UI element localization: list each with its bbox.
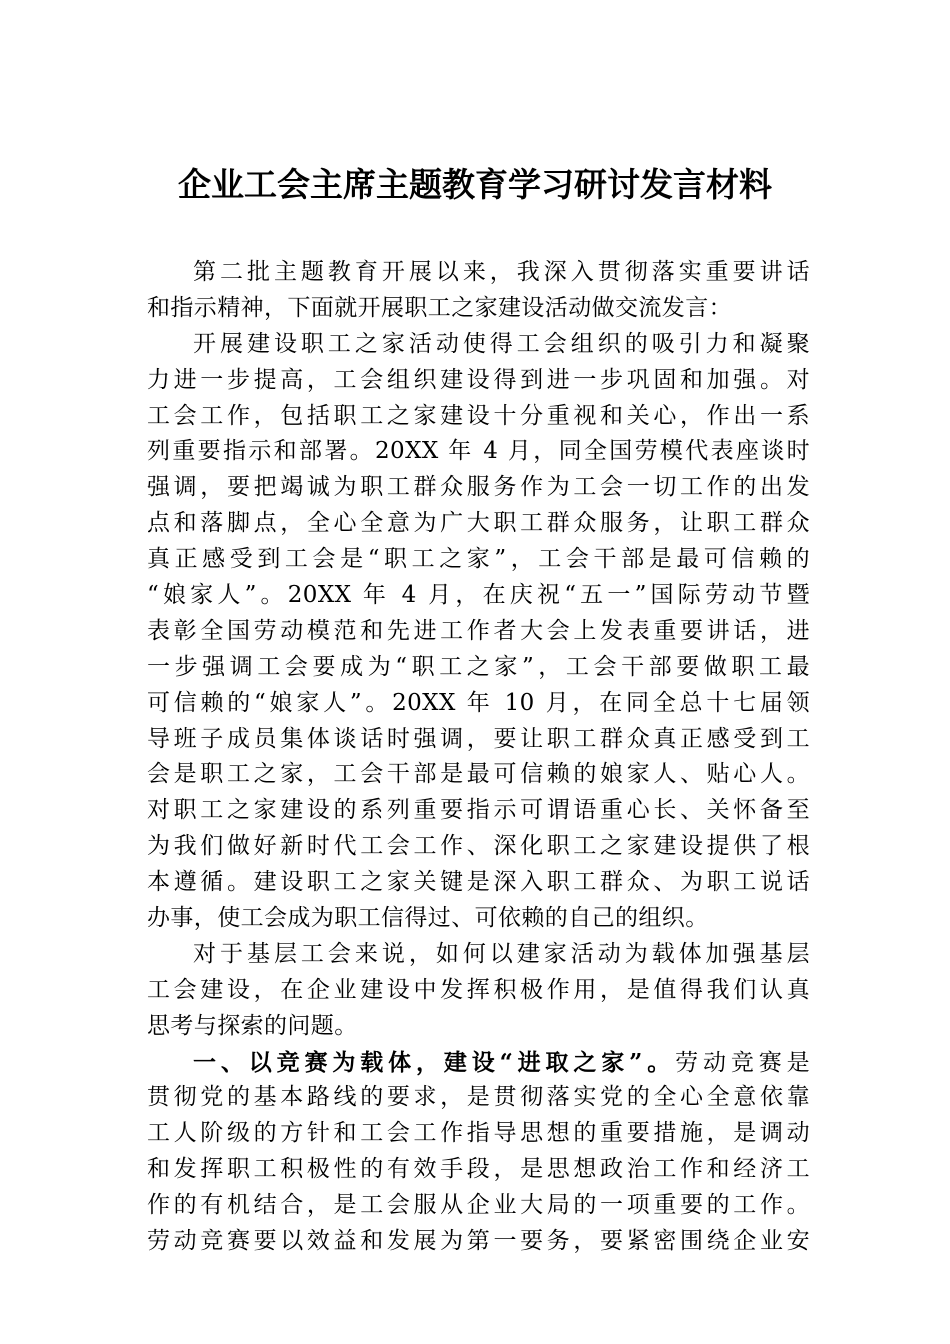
text-line: 和发挥职工积极性的有效手段，是思想政治工作和经济工 (147, 1156, 810, 1183)
text-line: 本遵循。建设职工之家关键是深入职工群众、为职工说话 (147, 869, 810, 896)
document-title: 企业工会主席主题教育学习研讨发言材料 (178, 165, 772, 204)
text-line: 作的有机结合，是工会服从企业大局的一项重要的工作。 (147, 1192, 810, 1219)
section-heading-line (147, 1045, 810, 1081)
text-line: 导班子成员集体谈话时强调，要让职工群众真正感受到工 (147, 725, 810, 752)
text-line: 工会工作，包括职工之家建设十分重视和关心，作出一系 (147, 402, 810, 429)
text-line: 和指示精神，下面就开展职工之家建设活动做交流发言： (147, 294, 732, 321)
text-line: 对于基层工会来说，如何以建家活动为载体加强基层 (193, 940, 810, 967)
text-line: 力进一步提高，工会组织建设得到进一步巩固和加强。对 (147, 366, 810, 393)
text-line: “娘家人”。20XX 年 4 月，在庆祝“五一”国际劳动节暨 (147, 582, 810, 609)
text-line: 点和落脚点，全心全意为广大职工群众服务，让职工群众 (147, 510, 810, 537)
document-body (147, 255, 810, 1260)
text-line: 一步强调工会要成为“职工之家”，工会干部要做职工最 (147, 653, 810, 680)
text-line: 工会建设，在企业建设中发挥积极作用，是值得我们认真 (147, 976, 810, 1003)
paragraph-block (147, 255, 810, 1045)
section-paragraph (147, 1080, 810, 1259)
text-line: 会是职工之家，工会干部是最可信赖的娘家人、贴心人。 (147, 761, 810, 788)
text-line: 开展建设职工之家活动使得工会组织的吸引力和凝聚 (193, 330, 810, 357)
text-line: 表彰全国劳动模范和先进工作者大会上发表重要讲话，进 (147, 617, 810, 644)
text-line: 第二批主题教育开展以来，我深入贯彻落实重要讲话 (193, 259, 810, 285)
text-line: 思考与探索的问题。 (147, 1012, 358, 1039)
text-line: 劳动竞赛要以效益和发展为第一要务，要紧密围绕企业安 (147, 1228, 810, 1255)
text-line: 贯彻党的基本路线的要求，是贯彻落实党的全心全意依靠 (147, 1084, 810, 1111)
text-line: 真正感受到工会是“职工之家”，工会干部是最可信赖的 (147, 546, 810, 573)
text-line: 列重要指示和部署。20XX 年 4 月，同全国劳模代表座谈时 (147, 438, 810, 465)
text-line: 可信赖的“娘家人”。20XX 年 10 月，在同全总十七届领 (147, 689, 810, 716)
text-line: 强调，要把竭诚为职工群众服务作为工会一切工作的出发 (147, 474, 810, 501)
text-line: 工人阶级的方针和工会工作指导思想的重要措施，是调动 (147, 1120, 810, 1147)
text-line: 对职工之家建设的系列重要指示可谓语重心长、关怀备至 (147, 797, 810, 824)
section-heading: 一、以竞赛为载体，建设“进取之家”。 (193, 1048, 676, 1076)
section-heading-tail: 劳动竞赛是 (675, 1049, 810, 1076)
text-line: 为我们做好新时代工会工作、深化职工之家建设提供了根 (147, 833, 810, 860)
text-line: 办事，使工会成为职工信得过、可依赖的自己的组织。 (147, 905, 709, 932)
